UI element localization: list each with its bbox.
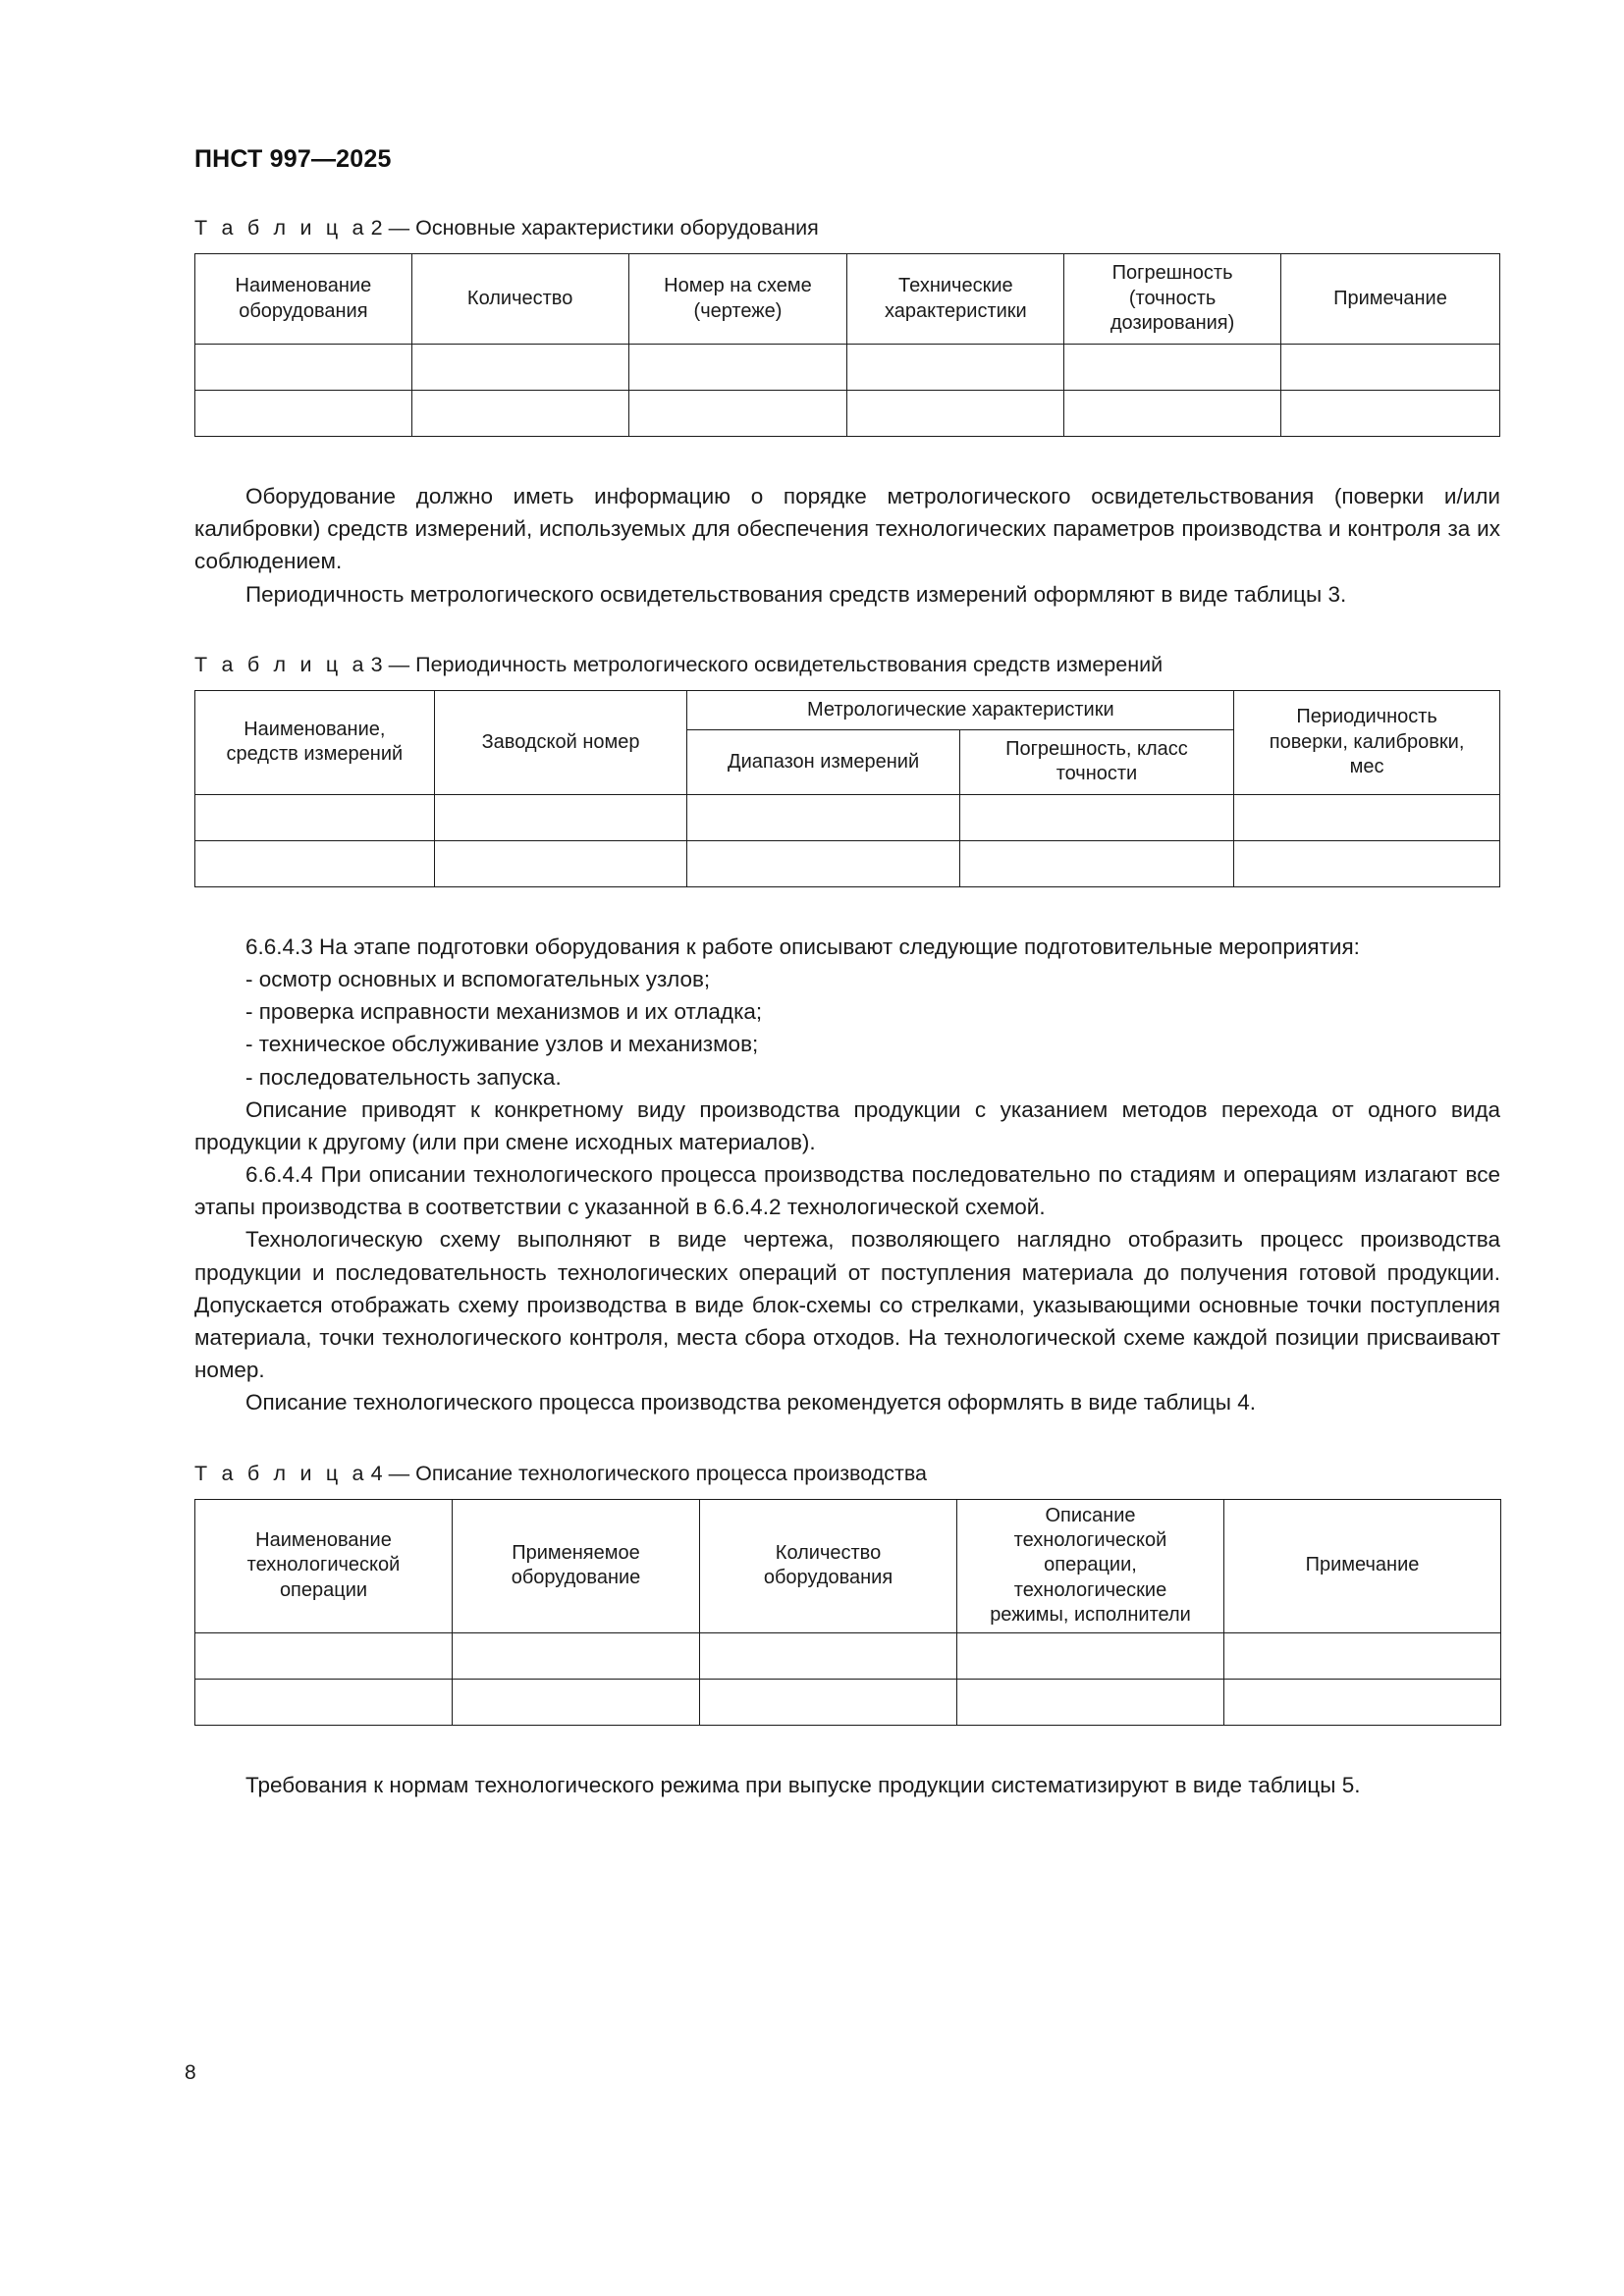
table2-caption-number: 2	[370, 216, 383, 240]
table2-col-technical-line1: Технические	[898, 275, 1013, 297]
table3-cell[interactable]	[1234, 794, 1500, 840]
table4-col-operation-line1: Наименование	[255, 1528, 392, 1551]
paragraph-6643-closing: Описание приводят к конкретному виду производства продукции с указанием методов перехода от одного вида продукции к другому (или при смене исходных материалов).	[194, 1096, 1500, 1154]
table4-caption-dash: —	[388, 1461, 410, 1485]
table2-col-note: Примечание	[1280, 254, 1499, 345]
table4-col-note: Примечание	[1224, 1499, 1501, 1632]
table3-col-period	[1234, 690, 1500, 794]
table2-col-scheme-line2: (чертеже)	[693, 299, 783, 322]
table2-caption	[194, 216, 1500, 240]
list-item: - осмотр основных и вспомогательных узлов;	[245, 966, 711, 991]
table4-col-description-line2: технологической	[1013, 1528, 1167, 1551]
table4-col-operation-name	[195, 1499, 453, 1632]
table3-col-period-line3: мес	[1349, 755, 1384, 777]
table4-col-quantity-line1: Количество	[775, 1541, 882, 1564]
table3-cell[interactable]	[434, 840, 687, 886]
table2-col-error-line1: Погрешность	[1111, 262, 1233, 285]
table2-cell[interactable]	[1280, 345, 1499, 391]
table4-cell[interactable]	[957, 1679, 1224, 1725]
table3-header-row-1	[195, 690, 1500, 729]
table4-col-operation-line3: операции	[279, 1578, 368, 1601]
table2-cell[interactable]	[847, 345, 1064, 391]
table2-cell[interactable]	[1280, 391, 1499, 437]
table2-col-scheme-line1: Номер на схеме	[664, 275, 812, 297]
table2-caption-label: Т а б л и ц а	[194, 216, 368, 240]
table4-cell[interactable]	[195, 1632, 453, 1679]
table4-cell[interactable]	[453, 1632, 700, 1679]
table3-col-error	[959, 729, 1233, 794]
table2-cell[interactable]	[1064, 345, 1281, 391]
table2-col-quantity: Количество	[411, 254, 628, 345]
table-row	[195, 345, 1500, 391]
table3-cell[interactable]	[434, 794, 687, 840]
table2-header-row	[195, 254, 1500, 345]
paragraph-periodicity: Периодичность метрологического освидетельствования средств измерений оформляют в виде таблицы 3.	[245, 581, 1347, 607]
list-item: - техническое обслуживание узлов и механизмов;	[245, 1032, 759, 1057]
table4-cell[interactable]	[957, 1632, 1224, 1679]
table2-caption-title: Основные характеристики оборудования	[415, 216, 819, 240]
table4-col-quantity-line2: оборудования	[763, 1567, 893, 1589]
table3-cell[interactable]	[687, 840, 959, 886]
table2-cell[interactable]	[847, 391, 1064, 437]
page-number: 8	[185, 2061, 196, 2084]
paragraph-closing: Требования к нормам технологического режима при выпуске продукции систематизируют в виде таблицы 5.	[245, 1772, 1361, 1797]
page-content	[194, 0, 1500, 1801]
paragraph-6644-2: Технологическую схему выполняют в виде чертежа, позволяющего наглядно отобразить процесс производства продукции и последовательность технологических операций от поступления материала до получения готовой продукции. Допускается отображать схему производства в виде блок-схемы со стрелками, указывающими основные точки поступления материала, точки технологического контроля, места сбора отходов. На технологической схеме каждой позиции присваивают номер.	[194, 1227, 1500, 1383]
table3-caption-label: Т а б л и ц а	[194, 652, 368, 676]
table3-col-period-line1: Периодичность	[1296, 706, 1437, 728]
table2-col-error	[1064, 254, 1281, 345]
table2-col-error-line3: дозирования)	[1110, 312, 1235, 335]
paragraph-equipment-info: Оборудование должно иметь информацию о порядке метрологического освидетельствования (поверки и/или калибровки) средств измерений, используемых для обеспечения технологических параметров производства и контроля за их соблюдением.	[194, 484, 1500, 574]
table2-cell[interactable]	[411, 345, 628, 391]
table2-col-name-line2: оборудования	[239, 299, 368, 322]
table2-caption-dash: —	[388, 216, 410, 240]
paragraph-6644-3: Описание технологического процесса производства рекомендуется оформлять в виде таблицы 4.	[245, 1390, 1256, 1415]
list-item: - проверка исправности механизмов и их отладка;	[245, 999, 763, 1025]
table3-caption-number: 3	[370, 652, 383, 676]
table3-caption-title: Периодичность метрологического освидетельствования средств измерений	[415, 652, 1164, 676]
table-technological-process-description	[194, 1499, 1501, 1726]
table3-col-name-line2: средств измерений	[226, 743, 404, 766]
table4-col-description-line1: Описание	[1045, 1504, 1136, 1526]
table2-cell[interactable]	[628, 345, 847, 391]
table4-cell[interactable]	[700, 1679, 957, 1725]
table3-cell[interactable]	[959, 794, 1233, 840]
table-row	[195, 1679, 1501, 1725]
table4-cell[interactable]	[1224, 1632, 1501, 1679]
table2-cell[interactable]	[195, 391, 412, 437]
table2-cell[interactable]	[1064, 391, 1281, 437]
table4-col-equipment-line1: Применяемое	[512, 1541, 640, 1564]
table2-col-technical-line2: характеристики	[884, 299, 1027, 322]
table4-caption	[194, 1462, 1500, 1486]
table4-col-equipment-quantity	[700, 1499, 957, 1632]
table4-col-description-line3: операции,	[1044, 1554, 1137, 1576]
table3-col-period-line2: поверки, калибровки,	[1269, 730, 1465, 753]
table-measurement-verification-periodicity	[194, 690, 1500, 887]
list-item: - последовательность запуска.	[245, 1064, 562, 1090]
table3-caption	[194, 653, 1500, 677]
table3-col-error-line1: Погрешность, класс	[1005, 737, 1188, 760]
table4-cell[interactable]	[1224, 1679, 1501, 1725]
table4-cell[interactable]	[453, 1679, 700, 1725]
table4-cell[interactable]	[195, 1679, 453, 1725]
table3-cell[interactable]	[959, 840, 1233, 886]
document-header: ПНСТ 997—2025	[194, 145, 392, 173]
table2-cell[interactable]	[195, 345, 412, 391]
table3-col-group-metrological: Метрологические характеристики	[687, 690, 1234, 729]
table3-cell[interactable]	[687, 794, 959, 840]
table4-col-description-line5: режимы, исполнители	[990, 1604, 1191, 1627]
table4-col-description-line4: технологические	[1013, 1578, 1167, 1601]
table4-caption-title: Описание технологического процесса производства	[415, 1461, 928, 1485]
table2-cell[interactable]	[411, 391, 628, 437]
table3-cell[interactable]	[1234, 840, 1500, 886]
table4-col-operation-line2: технологической	[246, 1554, 401, 1576]
preparation-measures-list	[194, 963, 1500, 1094]
table-row	[195, 794, 1500, 840]
table4-header-row	[195, 1499, 1501, 1632]
table-row	[195, 1632, 1501, 1679]
table2-col-error-line2: (точность	[1128, 287, 1217, 309]
table2-col-name-line1: Наименование	[235, 275, 372, 297]
table3-col-range: Диапазон измерений	[687, 729, 959, 794]
table4-caption-label: Т а б л и ц а	[194, 1461, 368, 1485]
table-row	[195, 840, 1500, 886]
table3-col-serial: Заводской номер	[434, 690, 687, 794]
table-equipment-characteristics	[194, 253, 1500, 437]
table3-col-name-line1: Наименование,	[244, 718, 386, 740]
table3-cell[interactable]	[195, 840, 435, 886]
paragraph-6643-intro: 6.6.4.3 На этапе подготовки оборудования к работе описывают следующие подготовительные мероприятия:	[245, 934, 1360, 959]
table-row	[195, 391, 1500, 437]
table2-cell[interactable]	[628, 391, 847, 437]
paragraph-6644-1: 6.6.4.4 При описании технологического процесса производства последовательно по стадиям и операциям излагают все этапы производства в соответствии с указанной в 6.6.4.2 технологической схемой.	[194, 1162, 1500, 1220]
table4-caption-number: 4	[370, 1461, 383, 1485]
table3-cell[interactable]	[195, 794, 435, 840]
table2-col-technical	[847, 254, 1064, 345]
table2-col-name	[195, 254, 412, 345]
table4-col-operation-description	[957, 1499, 1224, 1632]
table4-cell[interactable]	[700, 1632, 957, 1679]
table3-col-name	[195, 690, 435, 794]
table4-col-equipment-line2: оборудование	[511, 1567, 641, 1589]
table3-caption-dash: —	[388, 652, 410, 676]
table3-col-error-line2: точности	[1056, 763, 1138, 785]
table2-col-scheme-number	[628, 254, 847, 345]
table4-col-equipment-used	[453, 1499, 700, 1632]
